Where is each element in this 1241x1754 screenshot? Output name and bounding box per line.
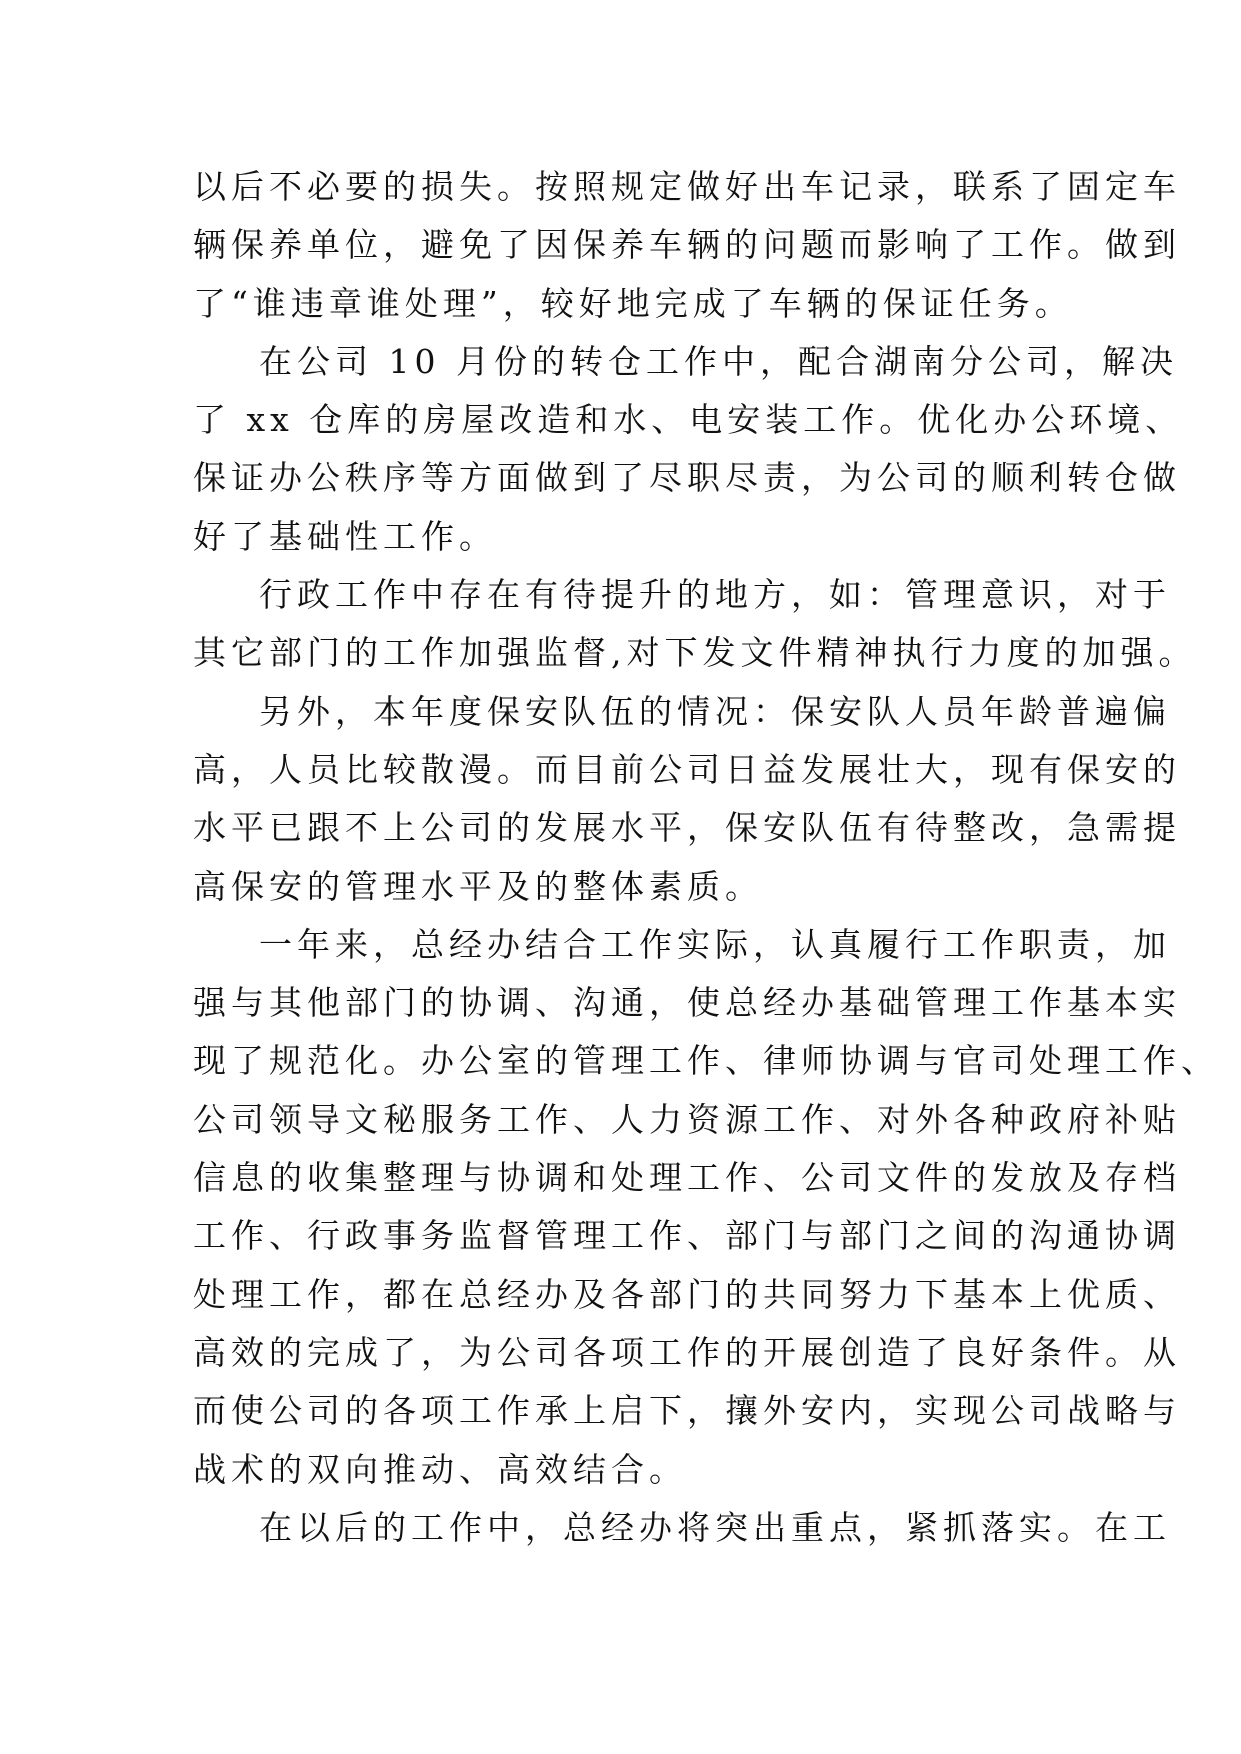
text-line: 行政工作中存在有待提升的地方，如：管理意识，对于 (259, 575, 1171, 615)
text-line: 高保安的管理水平及的整体素质。 (193, 866, 763, 906)
paragraph (193, 1499, 1171, 1557)
text-line: 高，人员比较散漫。而目前公司日益发展壮大，现有保安的 (193, 749, 1181, 789)
text-line: 信息的收集整理与协调和处理工作、公司文件的发放及存档 (193, 1158, 1181, 1198)
paragraph (193, 566, 1197, 683)
text-line: 工作、行政事务监督管理工作、部门与部门之间的沟通协调 (193, 1216, 1181, 1256)
text-line: 战术的双向推动、高效结合。 (193, 1449, 687, 1489)
paragraph (193, 683, 1181, 916)
text-line: 在以后的工作中，总经办将突出重点，紧抓落实。在工 (259, 1507, 1171, 1547)
paragraph (193, 333, 1184, 566)
text-line: 水平已跟不上公司的发展水平，保安队伍有待整改，急需提 (193, 808, 1181, 848)
text-line: 高效的完成了，为公司各项工作的开展创造了良好条件。从 (193, 1332, 1181, 1372)
document-body (193, 158, 1219, 1557)
text-line: 保证办公秩序等方面做到了尽职尽责，为公司的顺利转仓做 (193, 458, 1181, 498)
text-line: 了 xx 仓库的房屋改造和水、电安装工作。优化办公环境、 (193, 400, 1184, 440)
text-line: 公司领导文秘服务工作、人力资源工作、对外各种政府补贴 (193, 1099, 1181, 1139)
text-line: 处理工作，都在总经办及各部门的共同努力下基本上优质、 (193, 1274, 1181, 1314)
text-line: 好了基础性工作。 (193, 516, 497, 556)
text-line: 在公司 10 月份的转仓工作中，配合湖南分公司，解决 (259, 341, 1178, 381)
paragraph (193, 158, 1181, 333)
paragraph (193, 916, 1219, 1499)
text-line: 强与其他部门的协调、沟通，使总经办基础管理工作基本实 (193, 983, 1181, 1023)
text-line: 其它部门的工作加强监督,对下发文件精神执行力度的加强。 (193, 633, 1197, 673)
text-line: 现了规范化。办公室的管理工作、律师协调与官司处理工作、 (193, 1041, 1219, 1081)
text-line: 了“谁违章谁处理”，较好地完成了车辆的保证任务。 (193, 283, 1073, 323)
text-line: 以后不必要的损失。按照规定做好出车记录，联系了固定车 (193, 167, 1181, 206)
text-line: 一年来，总经办结合工作实际，认真履行工作职责，加 (259, 924, 1171, 964)
text-line: 辆保养单位，避免了因保养车辆的问题而影响了工作。做到 (193, 225, 1181, 265)
text-line: 而使公司的各项工作承上启下，攘外安内，实现公司战略与 (193, 1391, 1181, 1431)
text-line: 另外，本年度保安队伍的情况：保安队人员年龄普遍偏 (259, 691, 1171, 731)
